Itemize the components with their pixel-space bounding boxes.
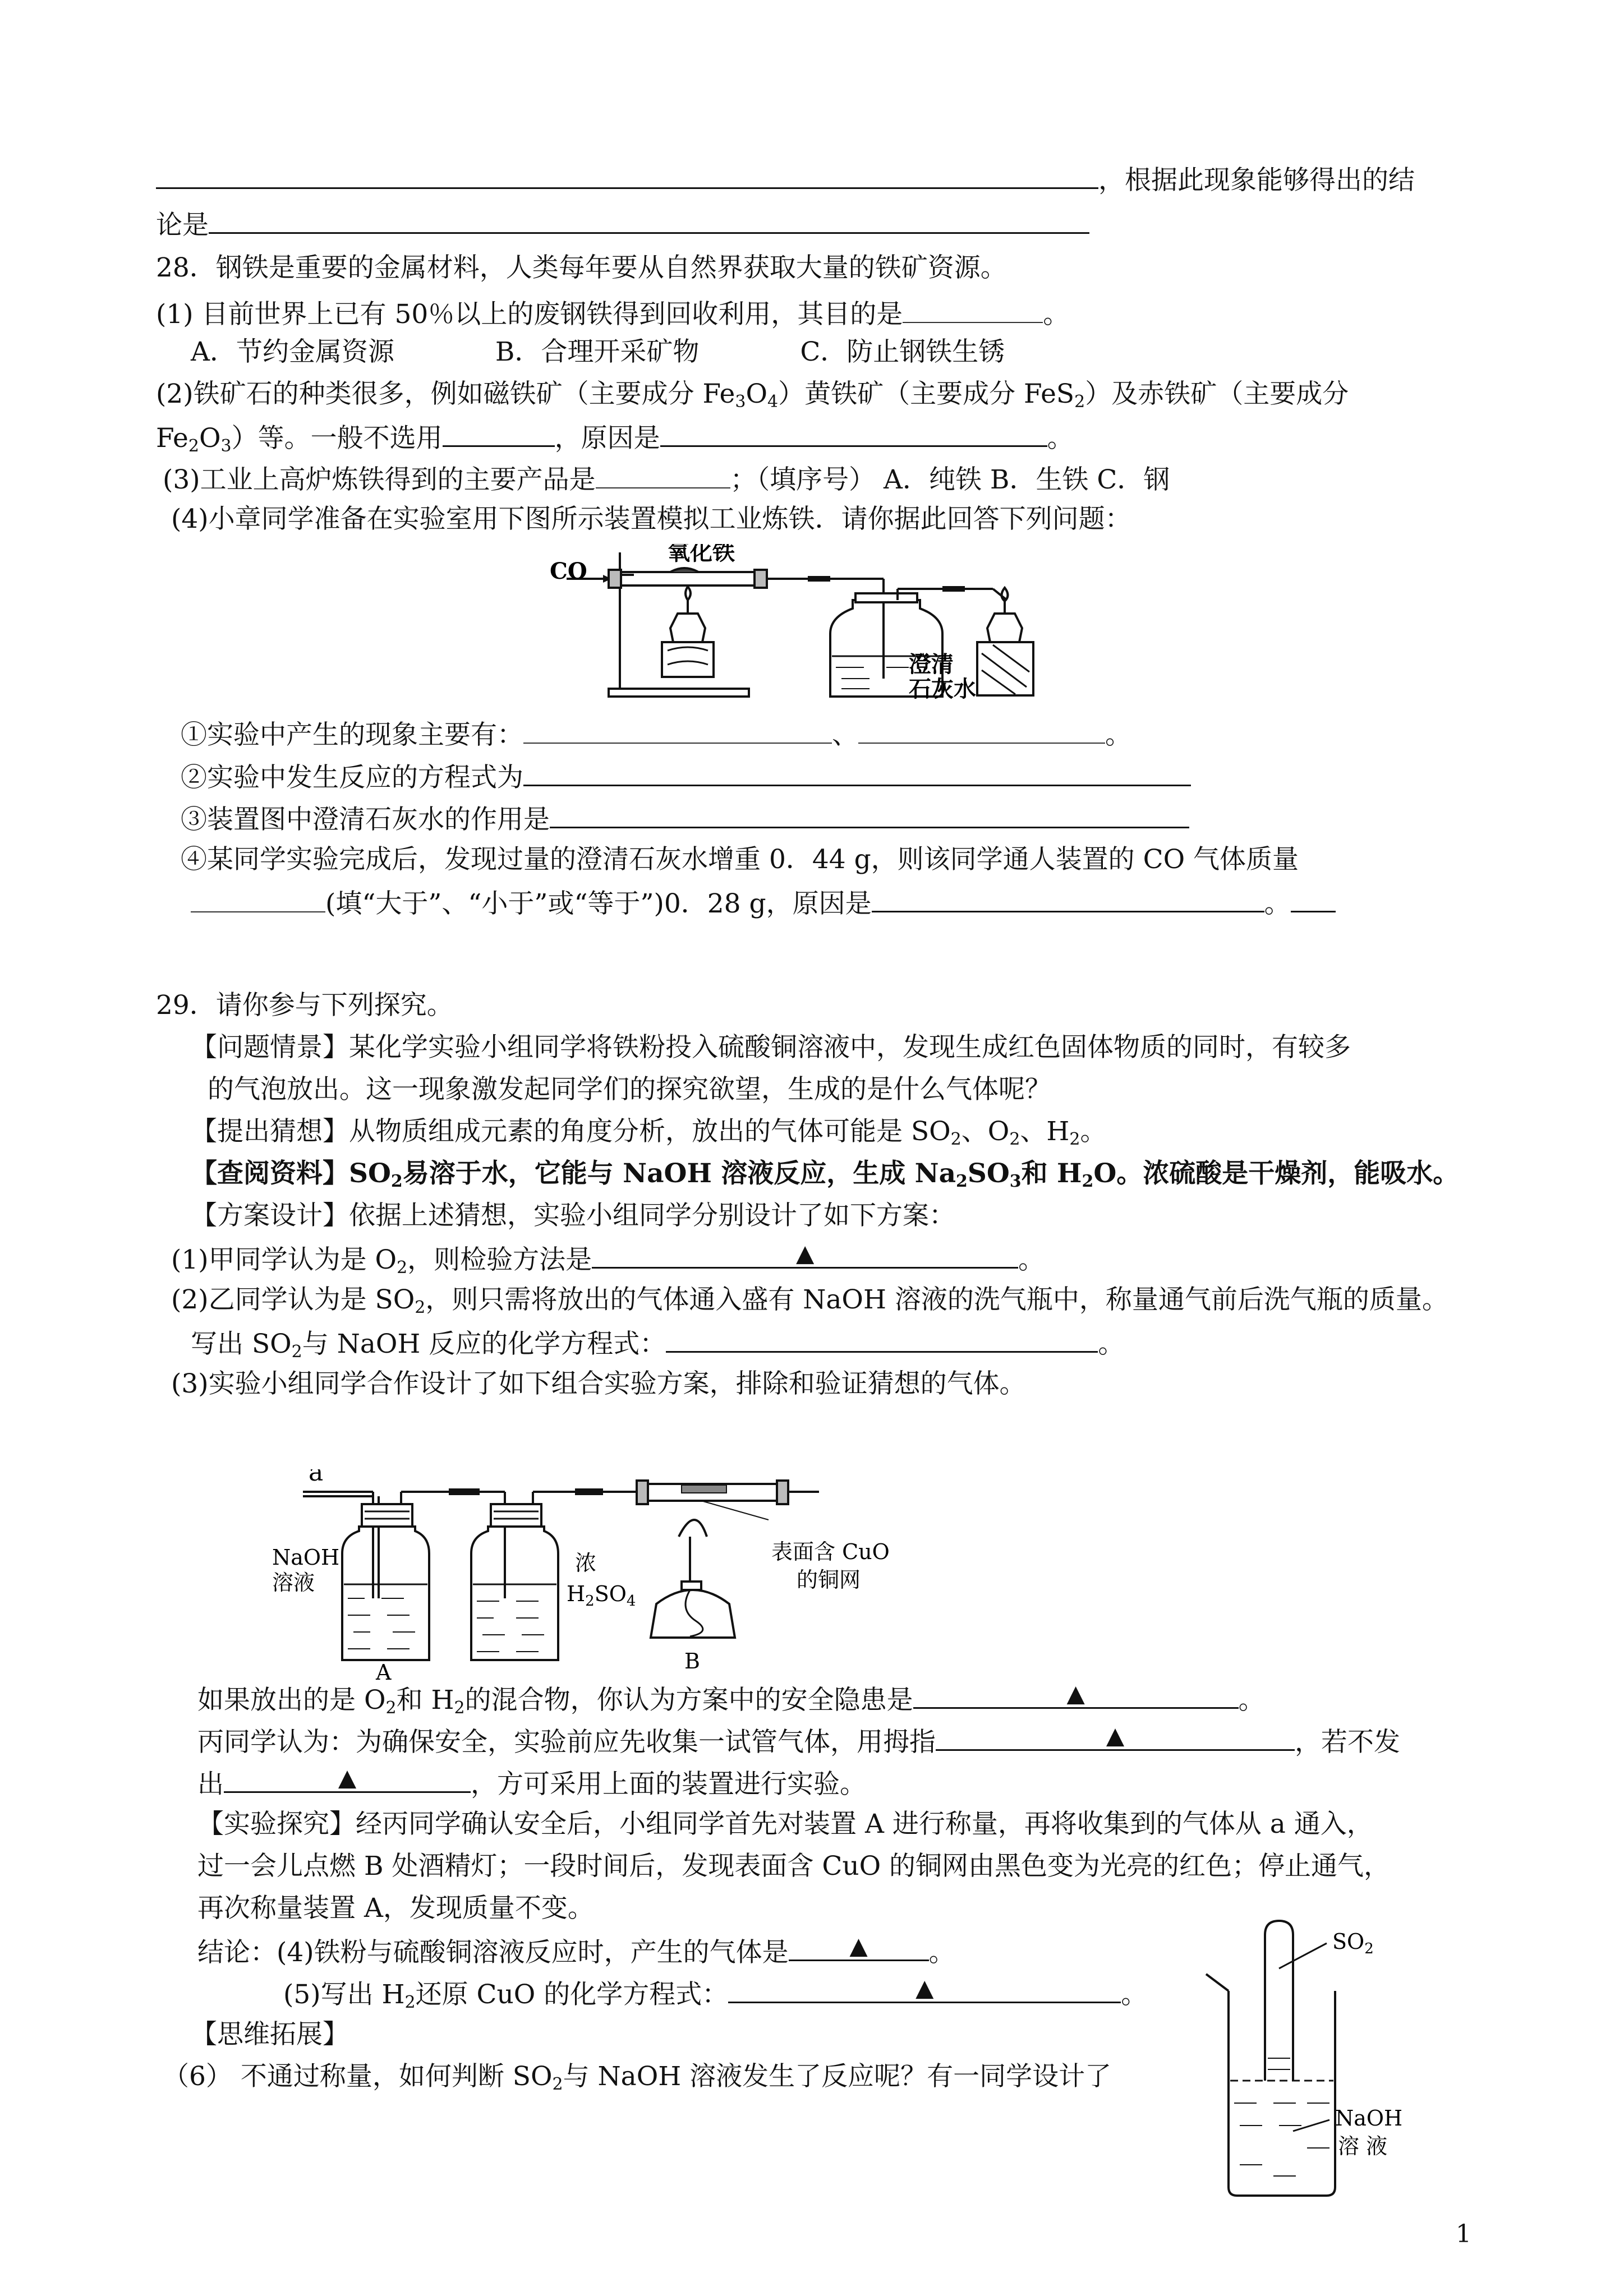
solution-label: 溶液 [272, 1570, 315, 1595]
answer-blank[interactable] [523, 760, 1191, 786]
option-b: B．合理开采矿物 [495, 336, 700, 367]
answer-blank[interactable] [523, 718, 832, 744]
q29-guess: 【提出猜想】从物质组成元素的角度分析，放出的气体可能是 $SO_2$、$O_2$、$H_2$。 [191, 1116, 1107, 1149]
answer-blank[interactable] [550, 802, 1189, 828]
answer-blank[interactable] [596, 463, 730, 488]
page-number: 1 [1456, 2220, 1471, 2248]
q29-plan: 【方案设计】依据上述猜想，实验小组同学分别设计了如下方案： [191, 1200, 955, 1231]
q28-intro: 28．钢铁是重要的金属材料，人类每年要从自然界获取大量的铁矿资源。 [156, 252, 1007, 283]
q29-bing-1: 丙同学认为：为确保安全，实验前应先收集一试管气体，用拇指 ▲ ，若不发 [197, 1722, 1400, 1758]
q27-line2: 论是 [156, 208, 1089, 241]
q29-extension: 【思维拓展】 [191, 2019, 349, 2050]
q28-sub4: ④某同学实验完成后，发现过量的澄清石灰水增重 0．44 g，则该同学通人装置的 CO 气体质量 [181, 844, 1299, 875]
q29-conclusion-5: (5)写出 $H_2$还原 CuO 的化学方程式： ▲ 。 [283, 1974, 1148, 2012]
answer-blank[interactable]: ▲ [789, 1935, 929, 1961]
answer-blank[interactable] [858, 718, 1105, 744]
q29-part3: (3)实验小组同学合作设计了如下组合实验方案，排除和验证猜想的气体。 [171, 1368, 1026, 1399]
q28-part2-line2: $Fe_2O_3$）等。一般不选用 ，原因是 。 [156, 421, 1074, 454]
q29-exp-3: 再次称量装置 A，发现质量不变。 [197, 1893, 594, 1924]
answer-blank[interactable]: ▲ [913, 1682, 1239, 1709]
limewater-label-2: 石灰水 [909, 676, 976, 702]
q29-scene-2: 的气泡放出。这一现象激发起同学们的探究欲望，生成的是什么气体呢？ [208, 1074, 1051, 1105]
q28-part1: (1) 目前世界上已有 50％以上的废钢铁得到回收利用，其目的是 。 [156, 297, 1069, 330]
q28-part2: (2)铁矿石的种类很多，例如磁铁矿（主要成分 $Fe_3O_4$）黄铁矿（主要成分 FeS$_2$）及赤铁矿（主要成分 [156, 379, 1349, 412]
q28-part4: (4)小章同学准备在实验室用下图所示装置模拟工业炼铁．请你据此回答下列问题： [171, 504, 1131, 534]
q29-bing-2: 出 ▲ ，方可采用上面的装置进行实验。 [197, 1764, 866, 1800]
q29-exp-1: 【实验探究】经丙同学确认安全后，小组同学首先对装置 A 进行称量，再将收集到的气体从 a 通入， [197, 1809, 1373, 1839]
device-a-label: A [376, 1660, 392, 1682]
copper-mesh-label-1: 表面含 CuO [771, 1539, 890, 1564]
device-b-label: B [684, 1649, 700, 1673]
answer-blank[interactable] [156, 163, 1098, 189]
so2-label: $SO_2$ [1332, 1929, 1374, 1957]
naoh-label: NaOH [272, 1545, 340, 1570]
q29-scene-1: 【问题情景】某化学实验小组同学将铁粉投入硫酸铜溶液中，发现生成红色固体物质的同时，有较多 [191, 1032, 1351, 1063]
answer-blank[interactable]: ▲ [592, 1242, 1018, 1269]
answer-blank[interactable] [443, 421, 555, 447]
option-c: C．防止钢铁生锈 [800, 336, 1005, 367]
q29-part6: （6） 不通过称量，如何判断 $SO_2$与 NaOH 溶液发生了反应呢？有一同学设计了 [163, 2061, 1112, 2094]
naoh-label: NaOH [1335, 2106, 1403, 2131]
q29-part2: (2)乙同学认为是 $SO_2$，则只需将放出的气体通入盛有 NaOH 溶液的洗气瓶中，称量通气前后洗气瓶的质量。 [171, 1284, 1448, 1317]
answer-blank[interactable]: ▲ [728, 1977, 1121, 2003]
beaker-test-tube-figure [1195, 1918, 1430, 2210]
h2so4-label: $H_2SO_4$ [567, 1582, 636, 1610]
co-label: CO [550, 558, 587, 584]
iron-oxide-label: 氧化铁 [668, 544, 735, 565]
answer-blank[interactable] [666, 1326, 1098, 1353]
answer-blank[interactable] [209, 208, 1089, 234]
answer-blank[interactable] [660, 421, 1047, 447]
limewater-label-1: 澄清 [909, 651, 954, 677]
copper-mesh-label-2: 的铜网 [797, 1567, 861, 1592]
q29-exp-2: 过一会儿点燃 B 处酒精灯；一段时间后，发现表面含 CuO 的铜网由黑色变为光亮的红色；停止通气， [197, 1851, 1391, 1882]
q28-sub2: ②实验中发生反应的方程式为 [181, 760, 1191, 794]
answer-blank[interactable]: ▲ [224, 1767, 471, 1793]
answer-blank[interactable] [872, 886, 1264, 912]
q28-sub1: ①实验中产生的现象主要有： 、 。 [181, 718, 1131, 751]
q29-conclusion-4: 结论：(4)铁粉与硫酸铜溶液反应时，产生的气体是 ▲ 。 [197, 1932, 955, 1968]
q29-part2-line2: 写出 $SO_2$与 NaOH 反应的化学方程式： 。 [191, 1326, 1124, 1360]
option-a: A．节约金属资源 [191, 336, 394, 367]
concentrated-label: 浓 [575, 1551, 597, 1575]
inlet-a-label: a [309, 1469, 324, 1487]
q28-sub4-line2: (填“大于”、“小于”或“等于”)0．28 g，原因是 。 [191, 886, 1336, 920]
q29-risk: 如果放出的是 $O_2$和 $H_2$的混合物，你认为方案中的安全隐患是 ▲ 。 [197, 1680, 1265, 1718]
answer-blank[interactable] [903, 297, 1043, 323]
answer-blank[interactable] [191, 887, 325, 912]
solution-label: 溶 液 [1338, 2134, 1388, 2159]
q27-line1: ，根据此现象能够得出的结 [156, 163, 1415, 196]
q29-info: 【查阅资料】$SO_2$易溶于水，它能与 NaOH 溶液反应，生成 $Na_2SO_3$和 $H_2O$。浓硫酸是干燥剂，能吸水。 [191, 1158, 1460, 1191]
q29-intro: 29．请你参与下列探究。 [156, 990, 453, 1021]
answer-blank[interactable]: ▲ [936, 1725, 1295, 1751]
q28-sub3: ③装置图中澄清石灰水的作用是 [181, 802, 1189, 836]
q28-part3: (3)工业上高炉炼铁得到的主要产品是 ；（填序号） A．纯铁 B．生铁 C．钢 [163, 463, 1170, 496]
q28-part1-options [191, 336, 1005, 368]
q29-part1: (1)甲同学认为是 $O_2$，则检验方法是 ▲ 。 [171, 1239, 1045, 1278]
combined-apparatus-figure [264, 1469, 937, 1682]
smelting-apparatus-figure [550, 544, 1083, 712]
